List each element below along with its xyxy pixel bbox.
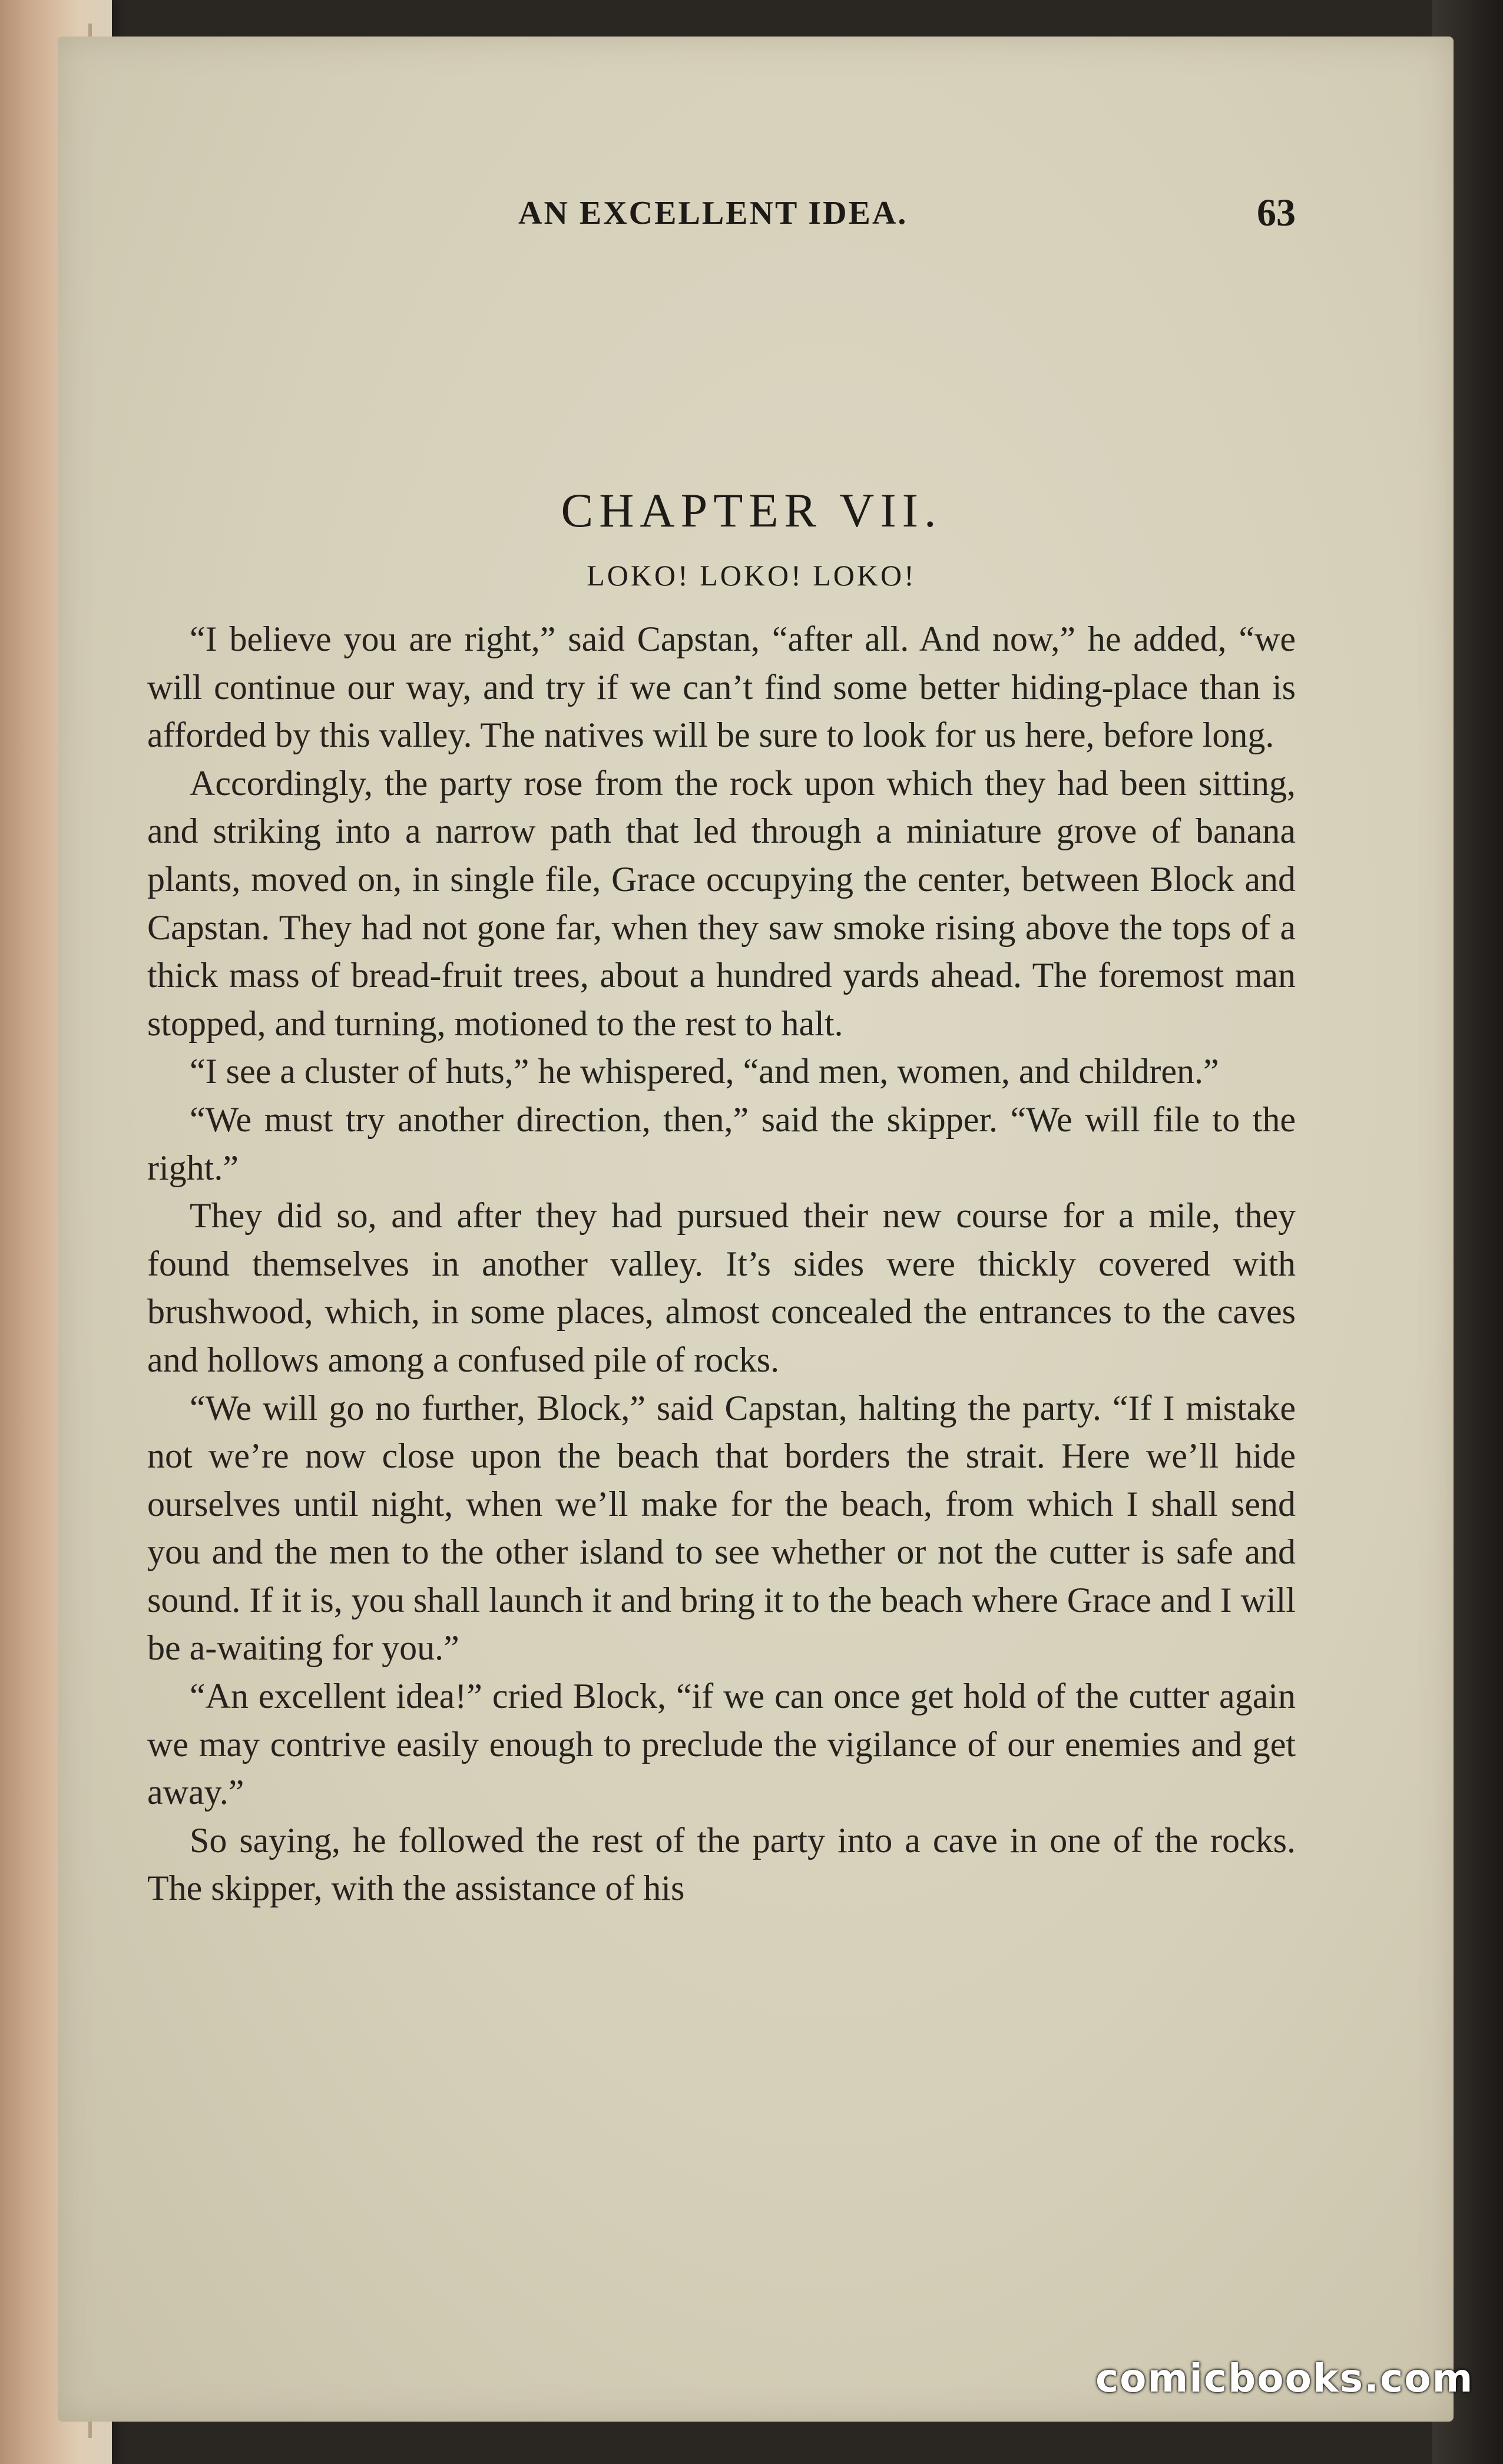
running-title: AN EXCELLENT IDEA. xyxy=(518,195,908,231)
paragraph: They did so, and after they had pursued their new course for a mile, they found themselves in another valley. It’s sides were thickly covered with brushwood, which, in some places, almost concealed the entrances to the caves and hollows among a confused pile of rocks. xyxy=(147,1196,1296,1379)
watermark: comicbooks.com xyxy=(1095,2356,1474,2401)
paragraph: Accordingly, the party rose from the rock upon which they had been sitting, and striking into a narrow path that led through a miniature grove of banana plants, moved on, in single file, Grace occupying the center, between Block and Capstan. They had not gone far, when they saw smoke rising above the tops of a thick mass of bread-fruit trees, about a hundred yards ahead. The foremost man stopped, and turning, motioned to the rest to halt. xyxy=(147,763,1296,1043)
body-text xyxy=(147,615,1296,1913)
paragraph: “I see a cluster of huts,” he whispered, “and men, women, and children.” xyxy=(190,1052,1219,1091)
chapter-title: CHAPTER VII. xyxy=(561,483,942,537)
paragraph: So saying, he followed the rest of the party into a cave in one of the rocks. The skipper, with the assistance of his xyxy=(147,1820,1296,1908)
paragraph: “We must try another direction, then,” said the skipper. “We will file to the right.” xyxy=(147,1099,1296,1187)
paragraph: “We will go no further, Block,” said Capstan, halting the party. “If I mistake not we’re now close upon the beach that borders the strait. Here we’ll hide ourselves until night, when we’ll make for the beach, from which I shall send you and the men to the other island to see whether or not the cutter is safe and sound. If it is, you shall launch it and bring it to the beach where Grace and I will be a-waiting for you.” xyxy=(147,1388,1296,1668)
paragraph: “I believe you are right,” said Capstan, “after all. And now,” he added, “we will continue our way, and try if we can’t find some better hiding-place than is afforded by this valley. The natives will be sure to look for us here, before long. xyxy=(147,620,1296,755)
paragraph: “An excellent idea!” cried Block, “if we can once get hold of the cutter again we may contrive easily enough to preclude the vigilance of our enemies and get away.” xyxy=(147,1677,1296,1812)
chapter-subtitle: LOKO! LOKO! LOKO! xyxy=(587,559,916,592)
page-number: 63 xyxy=(1257,191,1296,234)
